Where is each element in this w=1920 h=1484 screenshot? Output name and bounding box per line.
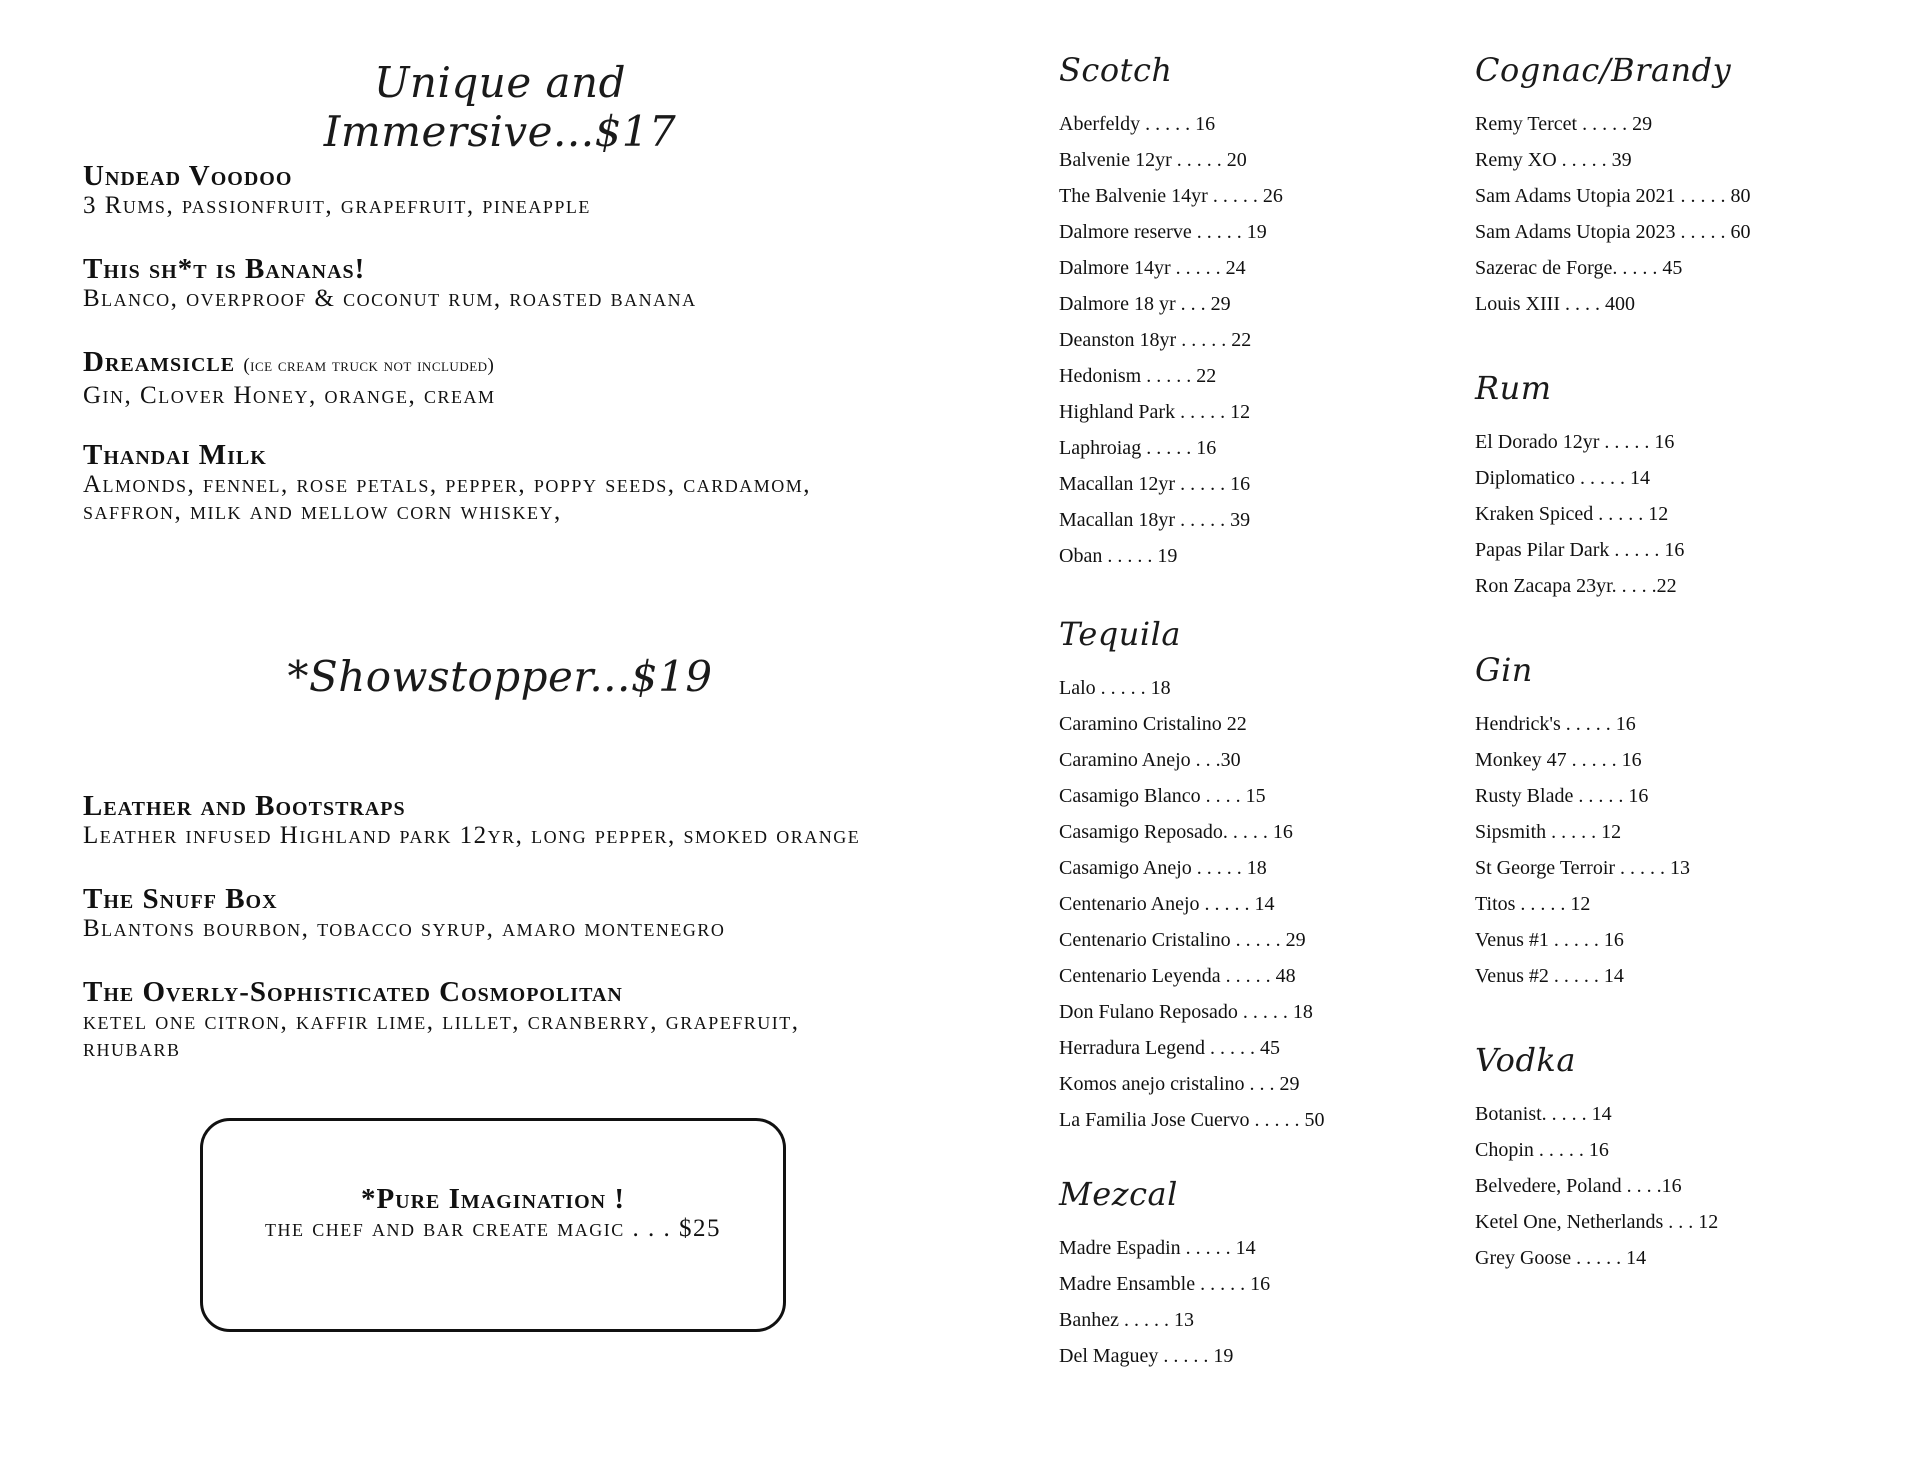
list-item: Diplomatico . . . . . 14: [1475, 467, 1650, 489]
list-item: Herradura Legend . . . . . 45: [1059, 1037, 1281, 1059]
list-item: Rusty Blade . . . . . 16: [1475, 785, 1649, 807]
list-item: Centenario Anejo . . . . . 14: [1059, 893, 1275, 915]
list-item: St George Terroir . . . . . 13: [1475, 857, 1691, 879]
list-item: Caramino Cristalino 22: [1059, 713, 1247, 735]
list-item: Centenario Cristalino . . . . . 29: [1059, 929, 1306, 951]
list-item: Dalmore 18 yr . . . 29: [1059, 293, 1231, 315]
list-item: Titos . . . . . 12: [1475, 893, 1591, 915]
list-item: Casamigo Reposado. . . . . 16: [1059, 821, 1293, 843]
cocktail-description: Almonds, fennel, rose petals, pepper, poppy seeds, cardamom, saffron, milk and mellow corn whiskey,: [83, 471, 811, 525]
list-item: Sam Adams Utopia 2021 . . . . . 80: [1475, 185, 1751, 207]
list-item: Venus #1 . . . . . 16: [1475, 929, 1624, 951]
cocktail-name: The Overly-Sophisticated Cosmopolitan: [83, 976, 623, 1008]
cocktail-name: Dreamsicle: [83, 346, 236, 378]
list-item: Del Maguey . . . . . 19: [1059, 1345, 1234, 1367]
list-item: Hendrick's . . . . . 16: [1475, 713, 1636, 735]
list-item: Banhez . . . . . 13: [1059, 1309, 1194, 1331]
list-item: Grey Goose . . . . . 14: [1475, 1247, 1647, 1269]
spirit-section-rum: [1475, 366, 1835, 604]
vodka-heading: Vodka: [1475, 1041, 1576, 1079]
list-item: Centenario Leyenda . . . . . 48: [1059, 965, 1296, 987]
list-item: Remy XO . . . . . 39: [1475, 149, 1632, 171]
list-item: Dalmore 14yr . . . . . 24: [1059, 257, 1246, 279]
vodka-list: [1475, 1096, 1835, 1276]
list-item: Casamigo Blanco . . . . 15: [1059, 785, 1266, 807]
list-item: Remy Tercet . . . . . 29: [1475, 113, 1653, 135]
rum-list: [1475, 424, 1835, 604]
rum-heading: Rum: [1475, 369, 1552, 407]
pure-imagination-box: [200, 1118, 786, 1332]
list-item: Kraken Spiced . . . . . 12: [1475, 503, 1669, 525]
spirit-section-tequila: [1059, 612, 1419, 1138]
cocktail-name: Thandai Milk: [83, 439, 267, 471]
cognac-heading: Cognac/Brandy: [1475, 51, 1732, 89]
tequila-heading: Tequila: [1059, 615, 1181, 653]
cocktail-description: Gin, Clover Honey, orange, cream: [83, 382, 496, 409]
spirit-section-vodka: [1475, 1038, 1835, 1276]
scotch-list: [1059, 106, 1419, 574]
section-title-unique: Unique and Immersive...$17: [323, 58, 677, 156]
tequila-list: [1059, 670, 1419, 1138]
list-item: Komos anejo cristalino . . . 29: [1059, 1073, 1300, 1095]
list-item: Highland Park . . . . . 12: [1059, 401, 1251, 423]
list-item: Casamigo Anejo . . . . . 18: [1059, 857, 1267, 879]
cocktail-description: 3 Rums, passionfruit, grapefruit, pineapple: [83, 192, 591, 219]
list-item: Balvenie 12yr . . . . . 20: [1059, 149, 1247, 171]
pure-imagination-name: *Pure Imagination !: [360, 1183, 626, 1215]
list-item: Sipsmith . . . . . 12: [1475, 821, 1622, 843]
pure-imagination-description: the chef and bar create magic . . . $25: [264, 1215, 721, 1242]
list-item: Oban . . . . . 19: [1059, 545, 1178, 567]
list-item: Hedonism . . . . . 22: [1059, 365, 1217, 387]
list-item: Macallan 12yr . . . . . 16: [1059, 473, 1251, 495]
mezcal-list: [1059, 1230, 1419, 1374]
cocktail-description: Blanco, overproof & coconut rum, roasted banana: [83, 285, 697, 312]
list-item: El Dorado 12yr . . . . . 16: [1475, 431, 1675, 453]
cocktail-item: [83, 160, 943, 219]
spirit-section-gin: [1475, 648, 1835, 994]
list-item: Madre Ensamble . . . . . 16: [1059, 1273, 1271, 1295]
list-item: Lalo . . . . . 18: [1059, 677, 1171, 699]
list-item: Botanist. . . . . 14: [1475, 1103, 1612, 1125]
list-item: Madre Espadin . . . . . 14: [1059, 1237, 1256, 1259]
cocktail-name: Leather and Bootstraps: [83, 790, 406, 822]
section-title-showstopper: *Showstopper...$19: [287, 652, 713, 701]
list-item: Louis XIII . . . . 400: [1475, 293, 1635, 315]
spirit-section-cognac: [1475, 48, 1835, 322]
gin-list: [1475, 706, 1835, 994]
cocktail-name: Undead Voodoo: [83, 160, 293, 192]
list-item: Deanston 18yr . . . . . 22: [1059, 329, 1252, 351]
cocktail-item: [83, 253, 943, 312]
cocktail-item: [83, 790, 943, 849]
cognac-list: [1475, 106, 1835, 322]
list-item: Sam Adams Utopia 2023 . . . . . 60: [1475, 221, 1751, 243]
list-item: Ketel One, Netherlands . . . 12: [1475, 1211, 1719, 1233]
cocktail-item: [83, 439, 943, 525]
cocktail-item: [83, 346, 943, 409]
cocktail-name: This sh*t is Bananas!: [83, 253, 366, 285]
cocktail-description: ketel one citron, kaffir lime, lillet, cranberry, grapefruit, rhubarb: [83, 1008, 800, 1062]
cocktail-description: Blantons bourbon, tobacco syrup, amaro montenegro: [83, 915, 726, 942]
list-item: Macallan 18yr . . . . . 39: [1059, 509, 1251, 531]
list-item: La Familia Jose Cuervo . . . . . 50: [1059, 1109, 1325, 1131]
list-item: Venus #2 . . . . . 14: [1475, 965, 1624, 987]
mezcal-heading: Mezcal: [1059, 1175, 1178, 1213]
list-item: Aberfeldy . . . . . 16: [1059, 113, 1216, 135]
gin-heading: Gin: [1475, 651, 1533, 689]
list-item: Dalmore reserve . . . . . 19: [1059, 221, 1267, 243]
cocktail-note: (ice cream truck not included): [243, 355, 495, 376]
cocktail-description: Leather infused Highland park 12yr, long pepper, smoked orange: [83, 822, 861, 849]
cocktail-name-row: [83, 346, 943, 382]
list-item: Monkey 47 . . . . . 16: [1475, 749, 1642, 771]
list-item: Sazerac de Forge. . . . . 45: [1475, 257, 1683, 279]
list-item: Ron Zacapa 23yr. . . . .22: [1475, 575, 1677, 597]
cocktail-item: [83, 976, 943, 1062]
list-item: Chopin . . . . . 16: [1475, 1139, 1609, 1161]
list-item: Laphroiag . . . . . 16: [1059, 437, 1217, 459]
list-item: Caramino Anejo . . .30: [1059, 749, 1241, 771]
list-item: The Balvenie 14yr . . . . . 26: [1059, 185, 1283, 207]
list-item: Don Fulano Reposado . . . . . 18: [1059, 1001, 1313, 1023]
spirit-section-scotch: [1059, 48, 1419, 574]
list-item: Belvedere, Poland . . . .16: [1475, 1175, 1682, 1197]
cocktail-item: [83, 883, 943, 942]
list-item: Papas Pilar Dark . . . . . 16: [1475, 539, 1685, 561]
cocktail-name: The Snuff Box: [83, 883, 278, 915]
scotch-heading: Scotch: [1059, 51, 1173, 89]
spirit-section-mezcal: [1059, 1172, 1419, 1374]
